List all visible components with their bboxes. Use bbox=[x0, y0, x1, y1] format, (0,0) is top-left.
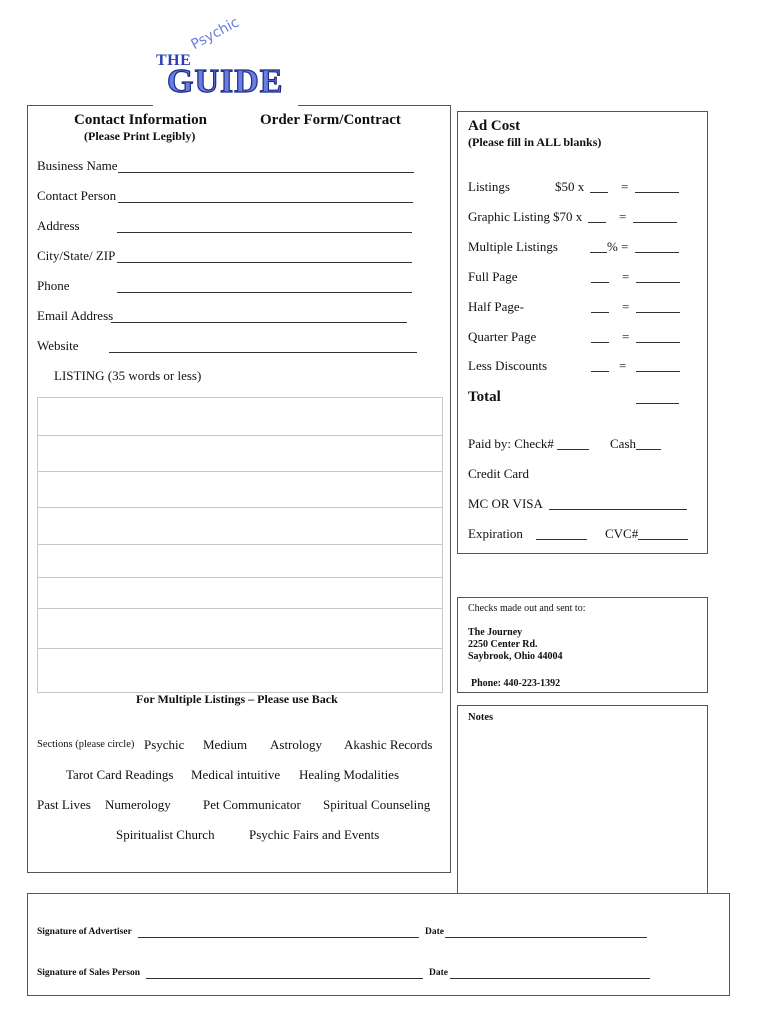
cvc-field[interactable] bbox=[638, 539, 688, 540]
listing-line bbox=[38, 507, 442, 508]
advertiser-signature-label: Signature of Advertiser bbox=[37, 927, 132, 937]
half-page-label: Half Page- bbox=[468, 299, 524, 314]
graphic-total-field[interactable] bbox=[633, 222, 677, 223]
total-label: Total bbox=[468, 389, 501, 405]
ad-cost-heading: Ad Cost bbox=[468, 118, 521, 134]
mail-city: Saybrook, Ohio 44004 bbox=[468, 651, 563, 662]
graphic-listing-label: Graphic Listing bbox=[468, 209, 550, 224]
half-page-total-field[interactable] bbox=[636, 312, 680, 313]
advertiser-signature-field[interactable] bbox=[138, 937, 419, 938]
section-pet-communicator[interactable]: Pet Communicator bbox=[203, 797, 301, 812]
expiration-label: Expiration bbox=[468, 526, 523, 541]
listings-price: $50 x bbox=[555, 179, 585, 194]
advertiser-date-field[interactable] bbox=[445, 937, 647, 938]
multiple-percent-field[interactable] bbox=[590, 252, 607, 253]
section-tarot[interactable]: Tarot Card Readings bbox=[66, 767, 174, 782]
graphic-equals: = bbox=[619, 209, 627, 224]
mc-visa-label: MC OR VISA bbox=[468, 496, 543, 511]
sales-signature-field[interactable] bbox=[146, 978, 423, 979]
contact-person-label: Contact Person bbox=[37, 188, 117, 203]
discounts-equals: = bbox=[619, 358, 627, 373]
cash-label: Cash bbox=[610, 436, 636, 451]
multiple-percent-sign: % bbox=[607, 239, 618, 254]
half-page-equals: = bbox=[622, 299, 630, 314]
full-page-qty-field[interactable] bbox=[591, 282, 609, 283]
mail-street: 2250 Center Rd. bbox=[468, 639, 538, 650]
sections-label: Sections (please circle) bbox=[37, 739, 135, 750]
discounts-qty-field[interactable] bbox=[591, 371, 609, 372]
listing-text-area[interactable] bbox=[37, 397, 443, 693]
check-number-field[interactable] bbox=[557, 449, 589, 450]
sales-signature-label: Signature of Sales Person bbox=[37, 968, 141, 978]
paid-by-check-label: Paid by: Check# bbox=[468, 436, 554, 451]
graphic-qty-field[interactable] bbox=[588, 222, 606, 223]
multiple-total-field[interactable] bbox=[635, 252, 679, 253]
listing-label: LISTING (35 words or less) bbox=[54, 368, 202, 383]
half-page-qty-field[interactable] bbox=[591, 312, 609, 313]
discounts-total-field[interactable] bbox=[636, 371, 680, 372]
section-healing-modalities[interactable]: Healing Modalities bbox=[299, 767, 400, 782]
email-label: Email Address bbox=[37, 308, 114, 323]
quarter-page-equals: = bbox=[622, 329, 630, 344]
quarter-page-label: Quarter Page bbox=[468, 329, 537, 344]
city-state-zip-field[interactable] bbox=[117, 262, 412, 263]
full-page-total-field[interactable] bbox=[636, 282, 680, 283]
listing-line bbox=[38, 577, 442, 578]
listing-line bbox=[38, 648, 442, 649]
address-label: Address bbox=[37, 218, 80, 233]
contact-panel-border-gap bbox=[153, 100, 298, 110]
section-spiritualist-church[interactable]: Spiritualist Church bbox=[116, 827, 215, 842]
listing-line bbox=[38, 435, 442, 436]
notes-label: Notes bbox=[468, 712, 494, 723]
mail-intro: Checks made out and sent to: bbox=[468, 603, 586, 614]
section-astrology[interactable]: Astrology bbox=[270, 737, 322, 752]
logo-guide-text: GUIDE bbox=[167, 63, 284, 100]
multiple-equals: = bbox=[621, 239, 629, 254]
section-spiritual-counseling[interactable]: Spiritual Counseling bbox=[323, 797, 431, 812]
section-medical-intuitive[interactable]: Medical intuitive bbox=[191, 767, 281, 782]
sales-date-field[interactable] bbox=[450, 978, 650, 979]
website-label: Website bbox=[37, 338, 79, 353]
section-past-lives[interactable]: Past Lives bbox=[37, 797, 91, 812]
total-field[interactable] bbox=[636, 403, 679, 404]
listings-qty-field[interactable] bbox=[590, 192, 608, 193]
address-field[interactable] bbox=[117, 232, 412, 233]
section-psychic[interactable]: Psychic bbox=[144, 737, 185, 752]
mail-name: The Journey bbox=[468, 627, 523, 638]
notes-panel[interactable] bbox=[457, 705, 708, 896]
contact-person-field[interactable] bbox=[118, 202, 413, 203]
section-medium[interactable]: Medium bbox=[203, 737, 248, 752]
phone-field[interactable] bbox=[117, 292, 412, 293]
full-page-label: Full Page bbox=[468, 269, 518, 284]
website-field[interactable] bbox=[109, 352, 417, 353]
order-heading: Order Form/Contract bbox=[260, 112, 401, 128]
business-name-label: Business Name bbox=[37, 158, 118, 173]
phone-label: Phone bbox=[37, 278, 70, 293]
listings-total-field[interactable] bbox=[635, 192, 679, 193]
contact-heading: Contact Information bbox=[74, 112, 207, 128]
multiple-listings-note: For Multiple Listings – Please use Back bbox=[136, 692, 338, 706]
cash-field[interactable] bbox=[636, 449, 661, 450]
ad-cost-subheading: (Please fill in ALL blanks) bbox=[468, 135, 602, 149]
contact-subheading: (Please Print Legibly) bbox=[84, 129, 196, 143]
listings-equals: = bbox=[621, 179, 629, 194]
card-number-field[interactable] bbox=[549, 509, 687, 510]
listing-line bbox=[38, 544, 442, 545]
business-name-field[interactable] bbox=[118, 172, 414, 173]
less-discounts-label: Less Discounts bbox=[468, 358, 548, 373]
graphic-listing-price: $70 x bbox=[553, 209, 583, 224]
section-numerology[interactable]: Numerology bbox=[105, 797, 171, 812]
city-state-zip-label: City/State/ ZIP bbox=[37, 248, 116, 263]
mail-phone: Phone: 440-223-1392 bbox=[471, 678, 561, 689]
quarter-page-qty-field[interactable] bbox=[591, 342, 609, 343]
cvc-label: CVC# bbox=[605, 526, 639, 541]
listing-line bbox=[38, 608, 442, 609]
full-page-equals: = bbox=[622, 269, 630, 284]
quarter-page-total-field[interactable] bbox=[636, 342, 680, 343]
logo-psychic-text: Psychic bbox=[188, 14, 242, 54]
logo-the-text: THE bbox=[156, 52, 192, 69]
advertiser-date-label: Date bbox=[425, 927, 444, 937]
sales-date-label: Date bbox=[429, 968, 448, 978]
multiple-listings-label: Multiple Listings bbox=[468, 239, 558, 254]
section-akashic-records[interactable]: Akashic Records bbox=[344, 737, 433, 752]
credit-card-label: Credit Card bbox=[468, 466, 530, 481]
listing-line bbox=[38, 471, 442, 472]
section-psychic-fairs[interactable]: Psychic Fairs and Events bbox=[249, 827, 380, 842]
signature-panel bbox=[27, 893, 730, 996]
email-field[interactable] bbox=[111, 322, 407, 323]
listings-label: Listings bbox=[468, 179, 510, 194]
expiration-field[interactable] bbox=[536, 539, 587, 540]
